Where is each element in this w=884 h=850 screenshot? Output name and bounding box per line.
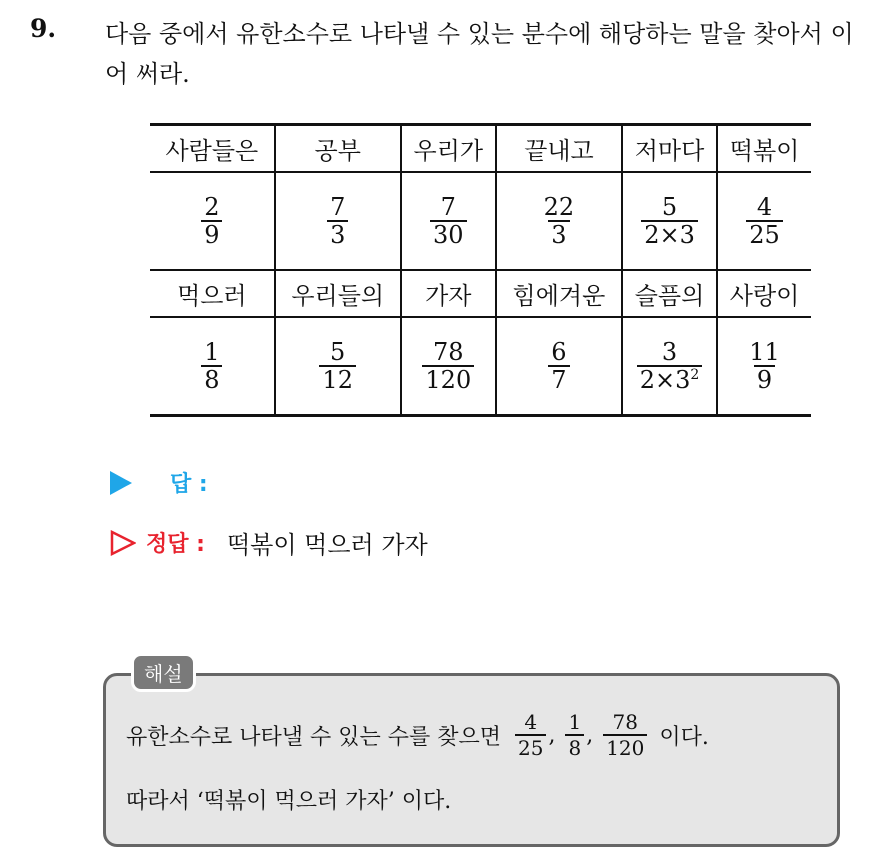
fraction-numerator: 4 bbox=[524, 710, 538, 734]
denominator-base: 2×3 bbox=[639, 366, 691, 394]
answer-row bbox=[110, 467, 208, 498]
table-cell-fraction bbox=[275, 317, 401, 416]
fraction-numerator: 78 bbox=[433, 338, 464, 366]
fraction bbox=[430, 194, 467, 248]
fraction-denominator: 8 bbox=[201, 365, 222, 393]
explanation-line-2: 따라서 ‘떡볶이 먹으러 가자’ 이다. bbox=[126, 789, 452, 814]
fraction-numerator: 7 bbox=[440, 193, 456, 221]
fraction-denominator: 2×3 bbox=[641, 220, 698, 248]
table-cell-word: 우리가 bbox=[401, 125, 496, 173]
table-cell-fraction bbox=[150, 172, 275, 270]
correct-answer-text: 떡볶이 먹으러 가자 bbox=[226, 531, 428, 559]
table-cell-word: 슬픔의 bbox=[622, 270, 717, 317]
fraction bbox=[327, 194, 348, 248]
table-cell-fraction bbox=[622, 317, 717, 416]
table-row-words-1 bbox=[150, 125, 811, 173]
fraction-denominator: 3 bbox=[327, 220, 348, 248]
fraction-denominator: 9 bbox=[754, 365, 775, 393]
fraction bbox=[541, 194, 578, 248]
fraction-denominator: 3 bbox=[548, 220, 569, 248]
explanation-tag: 해설 bbox=[131, 653, 196, 692]
table-cell-word: 힘에겨운 bbox=[496, 270, 622, 317]
fraction-numerator: 6 bbox=[551, 338, 567, 366]
fraction-denominator: 12 bbox=[319, 365, 356, 393]
fraction-denominator: 120 bbox=[603, 734, 647, 760]
denominator-exponent: 2 bbox=[690, 367, 700, 383]
fraction bbox=[201, 339, 222, 393]
fraction-denominator bbox=[637, 365, 703, 393]
fraction-numerator: 78 bbox=[612, 710, 638, 734]
fraction-denominator: 25 bbox=[746, 220, 783, 248]
table-row-fractions-2 bbox=[150, 317, 811, 416]
table-cell-fraction bbox=[496, 172, 622, 270]
table-cell-word: 끝내고 bbox=[496, 125, 622, 173]
question-number: 9. bbox=[30, 14, 57, 43]
fraction bbox=[548, 339, 569, 393]
table-cell-fraction bbox=[622, 172, 717, 270]
explanation-prefix: 유한소수로 나타낼 수 있는 수를 찾으면 bbox=[126, 724, 501, 750]
table-cell-word: 가자 bbox=[401, 270, 496, 317]
table-cell-word: 사랑이 bbox=[717, 270, 811, 317]
fraction-numerator: 1 bbox=[568, 710, 582, 734]
word-fraction-table bbox=[150, 123, 811, 417]
table-cell-word: 사람들은 bbox=[150, 125, 275, 173]
table-cell-fraction bbox=[496, 317, 622, 416]
fraction bbox=[603, 710, 647, 760]
fraction bbox=[515, 710, 546, 760]
correct-answer-row bbox=[110, 525, 428, 560]
table-cell-fraction bbox=[717, 172, 811, 270]
separator: , bbox=[548, 722, 556, 748]
fraction-denominator: 9 bbox=[201, 220, 222, 248]
fraction-numerator: 4 bbox=[756, 193, 773, 221]
correct-answer-label: 정답 : bbox=[146, 532, 205, 557]
fraction bbox=[637, 339, 703, 393]
question-text: 다음 중에서 유한소수로 나타낼 수 있는 분수에 해당하는 말을 찾아서 이어 써라. bbox=[105, 20, 854, 88]
table-cell-fraction bbox=[401, 172, 496, 270]
table-cell-fraction bbox=[401, 317, 496, 416]
fraction-numerator: 5 bbox=[661, 193, 678, 221]
fraction-numerator: 5 bbox=[330, 338, 346, 366]
table-row-fractions-1 bbox=[150, 172, 811, 270]
table-cell-word: 저마다 bbox=[622, 125, 717, 173]
table-cell-fraction bbox=[717, 317, 811, 416]
table-cell-word: 공부 bbox=[275, 125, 401, 173]
fraction-numerator: 3 bbox=[661, 338, 678, 366]
fraction-denominator: 8 bbox=[565, 734, 584, 760]
table-cell-word: 우리들의 bbox=[275, 270, 401, 317]
table-cell-fraction bbox=[150, 317, 275, 416]
separator: , bbox=[586, 722, 594, 748]
fraction bbox=[422, 339, 474, 393]
fraction-denominator: 120 bbox=[422, 365, 474, 393]
table-cell-word: 먹으러 bbox=[150, 270, 275, 317]
filled-triangle-icon bbox=[110, 471, 132, 495]
fraction-numerator: 7 bbox=[330, 193, 346, 221]
explanation-line-1 bbox=[126, 710, 709, 760]
explanation-box bbox=[103, 673, 840, 847]
fraction-numerator: 22 bbox=[543, 193, 575, 221]
explanation-suffix: 이다. bbox=[659, 724, 709, 750]
table-cell-fraction bbox=[275, 172, 401, 270]
fraction-denominator: 30 bbox=[430, 220, 467, 248]
fraction bbox=[641, 194, 698, 248]
fraction bbox=[565, 710, 584, 760]
table-cell-word: 떡볶이 bbox=[717, 125, 811, 173]
fraction bbox=[746, 194, 783, 248]
fraction bbox=[201, 194, 222, 248]
fraction bbox=[319, 339, 356, 393]
fraction-numerator: 2 bbox=[204, 193, 220, 221]
fraction-denominator: 25 bbox=[515, 734, 546, 760]
answer-label: 답 : bbox=[170, 472, 208, 497]
fraction-denominator: 7 bbox=[548, 365, 569, 393]
outline-triangle-icon bbox=[110, 530, 136, 556]
fraction bbox=[746, 339, 783, 393]
fraction-numerator: 1 bbox=[204, 338, 220, 366]
table-row-words-2 bbox=[150, 270, 811, 317]
fraction-numerator: 11 bbox=[749, 338, 780, 366]
